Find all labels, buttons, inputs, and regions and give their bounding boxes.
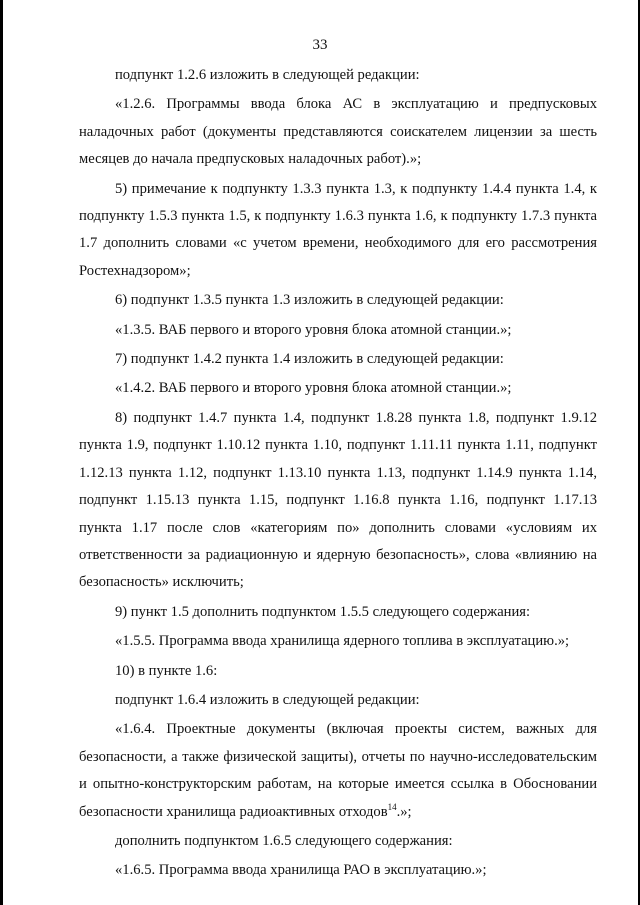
paragraph-tail: .»; [396, 803, 412, 820]
paragraph: 10) в пункте 1.6: [115, 662, 218, 679]
paragraph: «1.4.2. ВАБ первого и второго уровня блока атомной станции.»; [115, 380, 512, 397]
paragraph-1-6-4 [79, 716, 597, 826]
paragraph: 8) подпункт 1.4.7 пункта 1.4, подпункт 1.8.28 пункта 1.8, подпункт 1.9.12 пункта 1.9, подпункт 1.10.12 пункта 1.10, подпункт 1.11.11 пункта 1.11, подпункт 1.12.13 пункта 1.12, подпункт 1.13.10 пункта 1.13, подпункт 1.14.9 пункта 1.14, подпункт 1.15.13 пункта 1.15, подпункт 1.16.8 пункта 1.16, подпункт 1.17.13 пункта 1.17 после слов «категориям по» дополнить словами «условиям их ответственности за радиационную и ядерную безопасность», слова «влиянию на безопасность» исключить; [79, 409, 597, 591]
paragraph: «1.6.5. Программа ввода хранилища РАО в эксплуатацию.»; [115, 862, 487, 879]
paragraph: «1.5.5. Программа ввода хранилища ядерного топлива в эксплуатацию.»; [115, 633, 570, 650]
paragraph: 6) подпункт 1.3.5 пункта 1.3 изложить в следующей редакции: [115, 292, 504, 309]
paragraph: «1.3.5. ВАБ первого и второго уровня блока атомной станции.»; [115, 321, 512, 338]
paragraph-text: «1.6.4. Проектные документы (включая проекты систем, важных для безопасности, а также физической защиты), отчеты по научно-исследовательским и опытно-конструкторским работам, на которые имеется ссылка в Обосновании безопасности хранилища радиоактивных отходов [79, 721, 597, 820]
document-body [79, 62, 597, 885]
paragraph: 7) подпункт 1.4.2 пункта 1.4 изложить в следующей редакции: [115, 351, 504, 368]
scan-border-left [0, 0, 3, 905]
paragraph: «1.2.6. Программы ввода блока АС в эксплуатацию и предпусковых наладочных работ (документы представляются соискателем лицензии за шесть месяцев до начала предпусковых наладочных работ).»; [79, 96, 597, 168]
paragraph: 5) примечание к подпункту 1.3.3 пункта 1.3, к подпункту 1.4.4 пункта 1.4, к подпункту 1.5.3 пункта 1.5, к подпункту 1.6.3 пункта 1.6, к подпункту 1.7.3 пункта 1.7 дополнить словами «с учетом времени, необходимого для его рассмотрения Ростехнадзором»; [79, 180, 597, 279]
paragraph: дополнить подпунктом 1.6.5 следующего содержания: [115, 832, 453, 849]
footnote-reference[interactable]: 14 [387, 801, 397, 812]
paragraph: подпункт 1.6.4 изложить в следующей редакции: [115, 691, 420, 708]
paragraph: 9) пункт 1.5 дополнить подпунктом 1.5.5 следующего содержания: [115, 603, 531, 620]
paragraph: подпункт 1.2.6 изложить в следующей редакции: [115, 67, 420, 83]
page-number: 33 [312, 37, 328, 53]
